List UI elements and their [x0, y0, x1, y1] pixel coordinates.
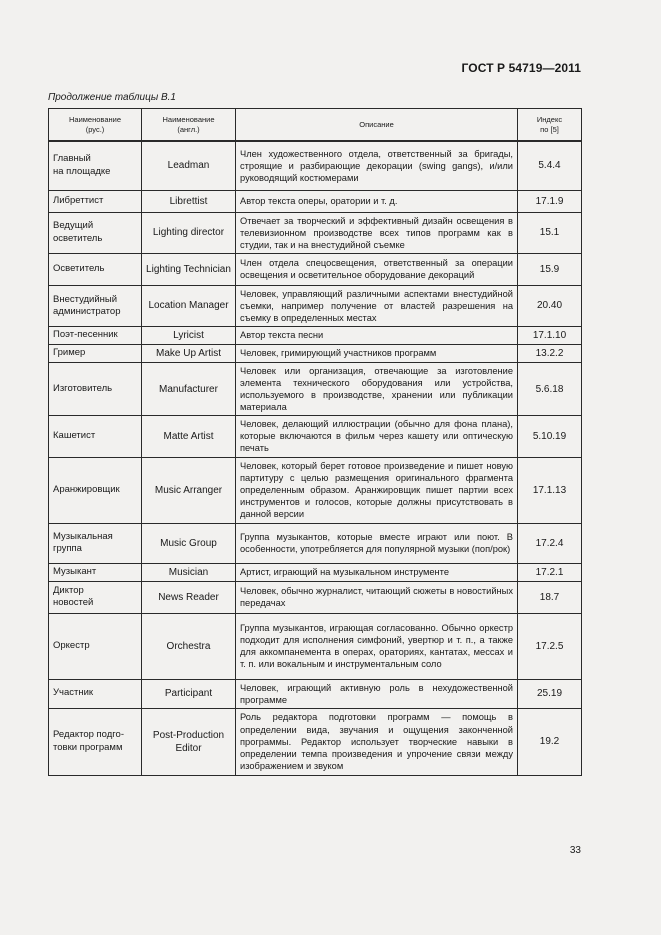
cell-description: Автор текста песни [236, 326, 518, 344]
cell-index: 5.6.18 [518, 362, 582, 415]
cell-index: 20.40 [518, 285, 582, 326]
cell-index: 15.1 [518, 212, 582, 253]
cell-name-ru: Внестудийный администратор [49, 285, 142, 326]
cell-name-ru: Редактор подго- товки программ [49, 708, 142, 775]
column-header-name-ru: Наименование (рус.) [49, 109, 142, 142]
table-row [49, 285, 582, 326]
cell-description: Человек, делающий иллюстрации (обычно для фона плана), которые включаются в фильм через кашету или оптическую печать [236, 416, 518, 457]
cell-name-ru: Гример [49, 344, 142, 362]
cell-name-ru: Музыкант [49, 563, 142, 581]
cell-name-en: Manufacturer [142, 362, 236, 415]
cell-name-ru: Ведущий осветитель [49, 212, 142, 253]
cell-index: 5.4.4 [518, 141, 582, 190]
cell-index: 17.2.5 [518, 613, 582, 679]
cell-index: 17.1.9 [518, 190, 582, 212]
table-row [49, 708, 582, 775]
cell-name-en: Lighting Technician [142, 253, 236, 285]
cell-name-ru: Изготовитель [49, 362, 142, 415]
table-row [49, 344, 582, 362]
table-row [49, 679, 582, 708]
cell-description: Человек, обычно журналист, читающий сюжеты в новостийных передачах [236, 581, 518, 613]
cell-description: Член отдела спецосвещения, ответственный за операции освещения и осветительное оборудование декораций [236, 253, 518, 285]
cell-index: 13.2.2 [518, 344, 582, 362]
cell-description: Человек или организация, отвечающие за изготовление элемента технического оборудования или устройства, используемого в производстве, хранении или публикации материала [236, 362, 518, 415]
cell-description: Человек, который берет готовое произведение и пишет новую партитуру с целью размещения оригинального фрагмента определенным образом. Аранжировщик пишет партии всех инструментов и голосов, которые должны присутствовать в данной версии [236, 457, 518, 523]
cell-description: Отвечает за творческий и эффективный дизайн освещения в телевизионном производстве всех типов программ как в студии, так и на внестудийной съемке [236, 212, 518, 253]
table-row [49, 523, 582, 563]
cell-name-en: Music Arranger [142, 457, 236, 523]
table-row [49, 563, 582, 581]
cell-index: 17.2.4 [518, 523, 582, 563]
table-row [49, 581, 582, 613]
cell-name-en: Matte Artist [142, 416, 236, 457]
cell-name-en: Lighting director [142, 212, 236, 253]
cell-description: Группа музыкантов, играющая согласованно. Обычно оркестр подходит для исполнения симфоний, увертюр и т. п., а также для аккомпанемента в операх, ораториях, кантатах, мессах и т. п. или вокальным и инструментальным соло [236, 613, 518, 679]
table-row [49, 141, 582, 190]
standard-designation: ГОСТ Р 54719—2011 [461, 61, 581, 75]
cell-name-en: Music Group [142, 523, 236, 563]
cell-name-en: Participant [142, 679, 236, 708]
cell-index: 18.7 [518, 581, 582, 613]
cell-name-ru: Диктор новостей [49, 581, 142, 613]
cell-name-en: Leadman [142, 141, 236, 190]
cell-description: Группа музыкантов, которые вместе играют или поют. В особенности, употребляется для популярной музыки (поп/рок) [236, 523, 518, 563]
table-row [49, 253, 582, 285]
cell-description: Человек, гримирующий участников программ [236, 344, 518, 362]
column-header-index: Индекс по [5] [518, 109, 582, 142]
cell-name-en: Lyricist [142, 326, 236, 344]
page-number: 33 [569, 845, 581, 856]
table-row [49, 416, 582, 457]
cell-name-ru: Поэт-песенник [49, 326, 142, 344]
column-header-name-en: Наименование (англ.) [142, 109, 236, 142]
cell-index: 17.2.1 [518, 563, 582, 581]
cell-index: 19.2 [518, 708, 582, 775]
cell-index: 17.1.13 [518, 457, 582, 523]
cell-name-en: Location Manager [142, 285, 236, 326]
cell-description: Автор текста оперы, оратории и т. д. [236, 190, 518, 212]
table-row [49, 326, 582, 344]
cell-name-en: Librettist [142, 190, 236, 212]
cell-description: Артист, играющий на музыкальном инструменте [236, 563, 518, 581]
cell-name-ru: Главный на площадке [49, 141, 142, 190]
cell-name-ru: Осветитель [49, 253, 142, 285]
table-body [49, 141, 582, 775]
cell-description: Член художественного отдела, ответственный за бригады, строящие и разбирающие декорации (swing gangs), и/или руководящий костюмерами [236, 141, 518, 190]
table-row [49, 613, 582, 679]
table-row [49, 190, 582, 212]
cell-index: 5.10.19 [518, 416, 582, 457]
cell-description: Роль редактора подготовки программ — помощь в определении вида, звучания и ощущения законченной программы. Редактор использует творческие навыки в определении темпа произведения и упрочение связи между изображением и звуком [236, 708, 518, 775]
cell-name-en: Musician [142, 563, 236, 581]
cell-name-ru: Либреттист [49, 190, 142, 212]
cell-name-en: Post-Production Editor [142, 708, 236, 775]
cell-name-ru: Аранжировщик [49, 457, 142, 523]
terms-table [48, 108, 582, 776]
table-row [49, 457, 582, 523]
table-row [49, 212, 582, 253]
cell-name-ru: Кашетист [49, 416, 142, 457]
cell-name-ru: Участник [49, 679, 142, 708]
cell-name-en: Make Up Artist [142, 344, 236, 362]
cell-name-en: News Reader [142, 581, 236, 613]
cell-index: 25.19 [518, 679, 582, 708]
cell-name-ru: Оркестр [49, 613, 142, 679]
table-header [49, 109, 582, 142]
header-row [49, 109, 582, 142]
table-caption: Продолжение таблицы В.1 [48, 92, 176, 103]
cell-description: Человек, управляющий различными аспектами внестудийной съемки, например получение от властей разрешения на съемку в определенных местах [236, 285, 518, 326]
table-row [49, 362, 582, 415]
cell-index: 17.1.10 [518, 326, 582, 344]
column-header-description: Описание [236, 109, 518, 142]
cell-name-en: Orchestra [142, 613, 236, 679]
cell-name-ru: Музыкальная группа [49, 523, 142, 563]
cell-index: 15.9 [518, 253, 582, 285]
cell-description: Человек, играющий активную роль в нехудожественной программе [236, 679, 518, 708]
